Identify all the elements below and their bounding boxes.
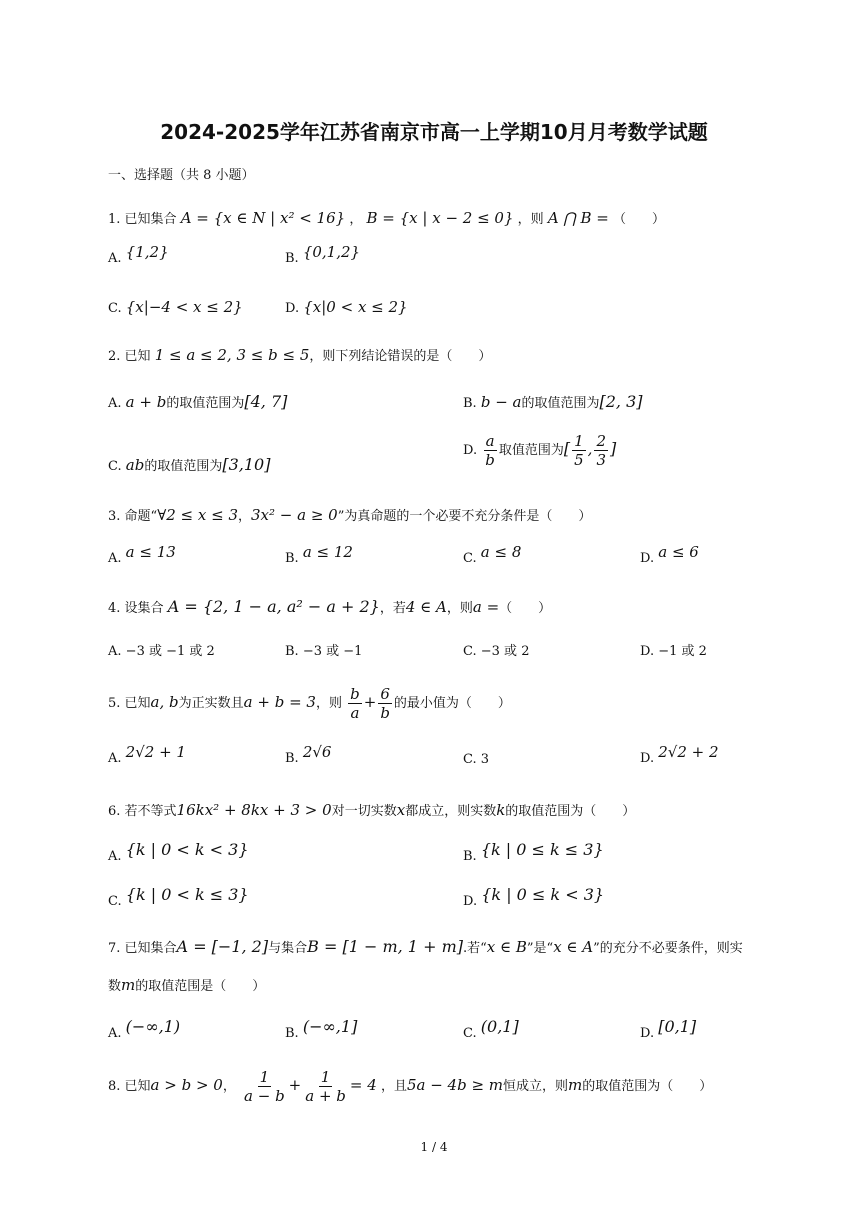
option-label: C. (108, 459, 122, 474)
option-label: C. (463, 752, 477, 767)
q2-option-a[interactable] (108, 392, 287, 411)
q8-prefix: 8. 已知 (108, 1079, 151, 1094)
option-value: (−∞,1) (125, 1017, 181, 1036)
option-value: [4, 7] (244, 392, 288, 411)
section-heading: 一、选择题（共 8 小题） (108, 168, 255, 183)
fraction-b-over-a: $\frac{b}{a}$ (350, 685, 360, 722)
option-value: −3 或 2 (480, 644, 530, 659)
option-label: B. (285, 751, 299, 766)
q2-prefix: 2. 已知 (108, 349, 151, 364)
q6-text1: 对一切实数 (331, 804, 397, 819)
option-label: B. (285, 644, 299, 659)
question-4 (108, 597, 551, 616)
q6-text3: 的取值范围为（ ） (505, 804, 636, 819)
q1-mid: ，则 (517, 212, 544, 227)
option-label: D. (463, 443, 478, 458)
q1-option-a[interactable] (108, 243, 169, 266)
option-value: −1 或 2 (658, 644, 707, 659)
q7-c2: x ∈ A (553, 938, 594, 956)
q2-option-b[interactable] (463, 392, 643, 411)
option-label: C. (108, 894, 122, 909)
option-label: B. (463, 396, 477, 411)
q2-option-d[interactable]: D. $\frac{a}{b}$ 取值范围为[ $\frac{1}{5}$ , $\frac{2}{3}$ ] (463, 432, 617, 469)
option-label: B. (463, 849, 477, 864)
option-expr: a + b (125, 393, 167, 411)
q6-option-c[interactable] (108, 885, 249, 909)
option-value: [0,1] (658, 1017, 697, 1036)
q3-condition-2: 3x² − a ≥ 0 (251, 506, 338, 524)
question-8 (108, 1068, 712, 1105)
q6-inequality: 16kx² + 8kx + 3 > 0 (176, 801, 332, 819)
option-value: a ≤ 8 (480, 543, 522, 561)
option-value: a ≤ 6 (658, 543, 699, 561)
q3-option-b[interactable] (285, 543, 353, 566)
question-3 (108, 505, 591, 524)
q1-set-b: B = {x | x − 2 ≤ 0} (366, 209, 514, 227)
option-label: B. (285, 1026, 299, 1041)
option-label: A. (108, 751, 122, 766)
question-7 (108, 937, 743, 956)
option-text: 取值范围为 (498, 443, 564, 458)
q4-set-a: A = {2, 1 − a, a² − a + 2} (167, 597, 380, 616)
option-value: 3 (480, 752, 490, 767)
option-expr: b − a (480, 393, 522, 411)
fraction-a-over-b: $\frac{a}{b}$ (485, 432, 495, 469)
option-label: D. (640, 751, 655, 766)
q7-text2: .若“ (462, 941, 487, 956)
q5-option-d[interactable] (640, 743, 719, 766)
q8-equals: = 4 (349, 1076, 377, 1094)
q1-set-a: A = {x ∈ N | x² < 16} (180, 209, 346, 227)
option-value: −3 或 −1 或 2 (125, 644, 215, 659)
q5-vars: a, b (150, 693, 179, 711)
q6-prefix: 6. 若不等式 (108, 804, 177, 819)
question-5 (108, 685, 511, 722)
q6-text2: 都成立，则实数 (405, 804, 497, 819)
option-label: D. (640, 551, 655, 566)
q1-prefix: 1. 已知集合 (108, 212, 177, 227)
q7-text1: 与集合 (268, 941, 308, 956)
q2-option-c[interactable] (108, 455, 270, 474)
option-value: {0,1,2} (302, 243, 361, 261)
q7-set-a: A = [−1, 2] (176, 937, 269, 956)
option-label: C. (463, 551, 477, 566)
q7-option-b[interactable] (285, 1017, 358, 1041)
q4-prefix: 4. 设集合 (108, 601, 164, 616)
option-label: A. (108, 551, 122, 566)
option-value: [2, 3] (599, 392, 643, 411)
option-label: C. (108, 301, 122, 316)
option-value: {k | 0 < k ≤ 3} (125, 885, 249, 904)
q5-text2: ，则 (315, 696, 342, 711)
q4-mid: ，若 (379, 601, 406, 616)
q6-var-k: k (496, 801, 506, 819)
q5-option-a[interactable] (108, 743, 186, 766)
option-label: D. (640, 1026, 655, 1041)
q5-option-c[interactable] (463, 752, 489, 767)
q8-var-m: m (568, 1076, 583, 1094)
option-value: {1,2} (125, 243, 169, 261)
option-label: B. (285, 551, 299, 566)
q4-option-c[interactable] (463, 640, 529, 659)
q6-option-b[interactable] (463, 840, 604, 864)
q2-text: ，则下列结论错误的是（ ） (309, 349, 492, 364)
q7-option-d[interactable] (640, 1017, 697, 1041)
option-value: 2√6 (302, 743, 332, 761)
option-value: 2√2 + 2 (658, 743, 719, 761)
question-7-line-2 (108, 975, 265, 994)
question-6 (108, 800, 635, 819)
option-label: C. (463, 644, 477, 659)
q8-text1: ，且 (380, 1079, 407, 1094)
option-text: 的取值范围为 (521, 396, 600, 411)
document-title: 2024-2025学年江苏省南京市高一上学期10月月考数学试题 (160, 120, 708, 144)
option-label: A. (108, 1026, 122, 1041)
option-label: D. (640, 644, 655, 659)
q4-condition: 4 ∈ A (405, 598, 447, 616)
q1-expr: A ⋂ B = (547, 209, 609, 227)
plus-sign: + (363, 693, 377, 711)
option-label: B. (285, 251, 299, 266)
option-value: (0,1] (480, 1017, 519, 1036)
option-value: 2√2 + 1 (125, 743, 186, 761)
q7-option-a[interactable] (108, 1017, 181, 1041)
option-value: {x|−4 < x ≤ 2} (125, 298, 243, 316)
q3-condition-1: ∀2 ≤ x ≤ 3 (157, 506, 238, 524)
fraction-6-over-b: $\frac{6}{b}$ (380, 685, 390, 722)
q1-paren: （ ） (613, 212, 666, 227)
plus-sign: + (288, 1076, 302, 1094)
q6-option-a[interactable] (108, 840, 249, 864)
q7-text4: ”的充分不必要条件，则实 (593, 941, 743, 956)
q2-condition: 1 ≤ a ≤ 2, 3 ≤ b ≤ 5 (154, 346, 310, 364)
question-2 (108, 345, 491, 364)
q6-option-d[interactable] (463, 885, 605, 909)
option-label: A. (108, 644, 122, 659)
q3-option-a[interactable] (108, 543, 176, 566)
option-label: D. (463, 894, 478, 909)
fraction-two-thirds: $\frac{2}{3}$ (596, 432, 606, 469)
q4-option-b[interactable] (285, 640, 362, 659)
q5-condition: a + b = 3 (243, 693, 316, 711)
q3-prefix: 3. 命题“ (108, 509, 158, 524)
option-label: A. (108, 396, 122, 411)
option-value: {x|0 < x ≤ 2} (303, 298, 408, 316)
option-text: 的取值范围为 (144, 459, 223, 474)
q8-sep: ， (222, 1079, 236, 1094)
q3-option-c[interactable] (463, 543, 522, 566)
q1-option-b[interactable] (285, 243, 361, 266)
q4-option-a[interactable] (108, 640, 215, 659)
q8-condition-2: 5a − 4b ≥ m (406, 1076, 504, 1094)
q1-option-c[interactable] (108, 298, 243, 316)
option-label: D. (285, 301, 300, 316)
option-value: [3,10] (222, 455, 271, 474)
option-label: A. (108, 849, 122, 864)
q3-text: ”为真命题的一个必要不充分条件是（ ） (337, 509, 592, 524)
option-label: C. (463, 1026, 477, 1041)
q7-text3: ”是“ (526, 941, 554, 956)
fraction-1-over-a-minus-b: $\frac{1}{a - b}$ (244, 1068, 285, 1105)
option-label: A. (108, 251, 122, 266)
option-value: {k | 0 ≤ k ≤ 3} (480, 840, 604, 859)
q7-line2-a: 数 (108, 979, 122, 994)
q1-sep: ， (349, 212, 363, 227)
q5-text1: 为正实数且 (178, 696, 244, 711)
q7-c1: x ∈ B (486, 938, 527, 956)
question-1 (108, 208, 665, 227)
q3-sep: ， (238, 509, 252, 524)
option-value: {k | 0 ≤ k < 3} (481, 885, 605, 904)
option-value: {k | 0 < k < 3} (125, 840, 249, 859)
q7-prefix: 7. 已知集合 (108, 941, 177, 956)
option-expr: ab (125, 456, 145, 474)
option-value: a ≤ 13 (125, 543, 176, 561)
page-number: 1 / 4 (420, 1140, 448, 1154)
q8-text3: 的取值范围为（ ） (582, 1079, 713, 1094)
q7-var-m: m (121, 976, 136, 994)
option-value: −3 或 −1 (302, 644, 363, 659)
option-value: (−∞,1] (302, 1017, 358, 1036)
q7-option-c[interactable] (463, 1017, 519, 1041)
option-text: 的取值范围为 (166, 396, 245, 411)
fraction-one-fifth: $\frac{1}{5}$ (574, 432, 584, 469)
q7-set-b: B = [1 − m, 1 + m] (307, 937, 463, 956)
q1-option-d[interactable] (285, 298, 408, 316)
q3-option-d[interactable] (640, 543, 699, 566)
q5-text3: 的最小值为（ ） (393, 696, 511, 711)
q4-mid2: ，则 (446, 601, 473, 616)
q8-text2: 恒成立，则 (503, 1079, 569, 1094)
q5-prefix: 5. 已知 (108, 696, 151, 711)
option-value: a ≤ 12 (302, 543, 353, 561)
q4-paren: （ ） (499, 601, 552, 616)
q4-option-d[interactable] (640, 640, 707, 659)
q6-var-x: x (396, 801, 406, 819)
q5-option-b[interactable] (285, 743, 332, 766)
q8-condition-1: a > b > 0 (150, 1076, 223, 1094)
q4-expr: a = (472, 598, 500, 616)
q7-line2-b: 的取值范围是（ ） (135, 979, 266, 994)
fraction-1-over-a-plus-b: $\frac{1}{a + b}$ (305, 1068, 346, 1105)
